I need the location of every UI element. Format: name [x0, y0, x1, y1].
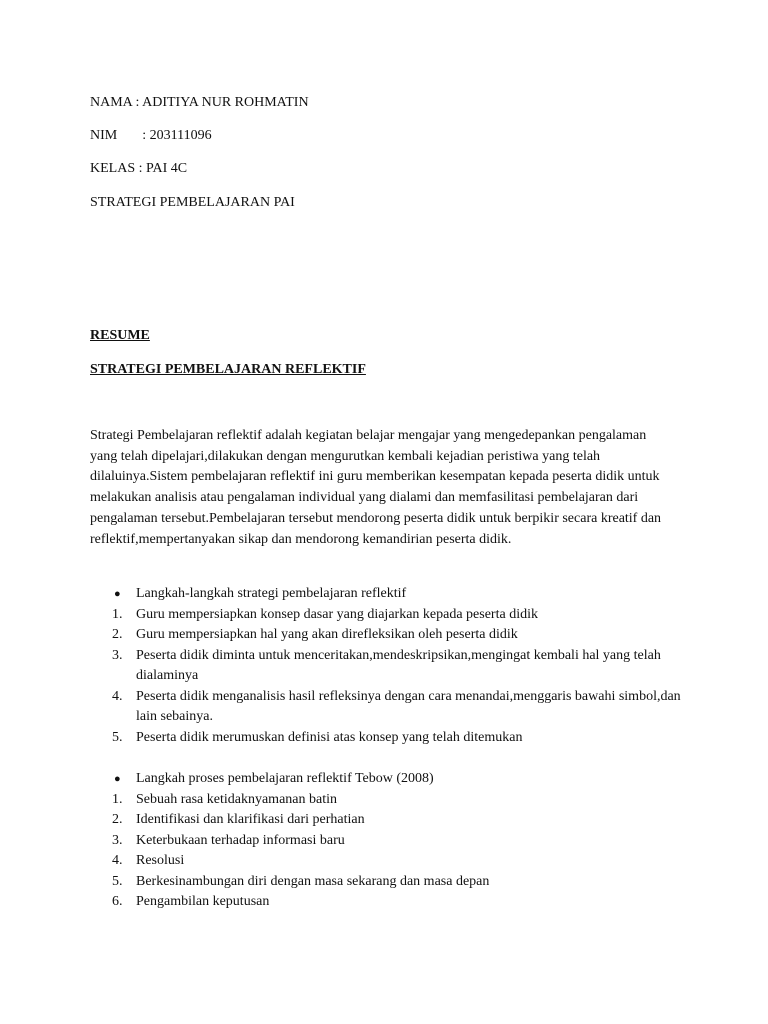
list-bullet-item — [90, 584, 690, 605]
body-paragraph: Strategi Pembelajaran reflektif adalah kegiatan belajar mengajar yang mengedepankan pengalaman yang telah dipelajari,dilakukan dengan mengurutkan kembali kejadian peristiwa yang telah dilaluinya.Sistem pembelajaran reflektif ini guru memberikan kesempatan kepada peserta didik untuk melakukan analisis atau pengalaman individual yang dialami dan memfasilitasi pembelajaran dari pengalaman tersebut.Pembelajaran tersebut mendorong peserta didik untuk berpikir secara kreatif dan reflektif,mempertanyakan sikap dan mendorong kemandirian peserta didik. — [90, 428, 662, 547]
list-item — [90, 810, 690, 831]
list-number: 2. — [112, 812, 123, 827]
list-item — [90, 625, 690, 646]
student-nim — [90, 126, 212, 146]
student-name: NAMA : ADITIYA NUR ROHMATIN — [90, 95, 309, 110]
resume-heading: RESUME — [90, 328, 150, 343]
list-item — [90, 646, 690, 687]
list-item-text: Peserta didik merumuskan definisi atas konsep yang telah ditemukan — [136, 729, 523, 745]
bullet-icon: ● — [114, 588, 121, 600]
student-class: KELAS : PAI 4C — [90, 161, 188, 176]
list-number: 2. — [112, 627, 123, 642]
list-item-text: Berkesinambungan diri dengan masa sekarang dan masa depan — [136, 873, 490, 889]
list-item-text: Guru mempersiapkan hal yang akan direfleksikan oleh peserta didik — [136, 627, 518, 642]
list-item-text: Guru mempersiapkan konsep dasar yang diajarkan kepada peserta didik — [136, 606, 538, 622]
process-list — [90, 769, 690, 913]
list-item-text: Pengambilan keputusan — [136, 894, 270, 909]
list-number: 1. — [112, 791, 123, 807]
list-bullet-text: Langkah-langkah strategi pembelajaran reflektif — [136, 586, 407, 601]
steps-list — [90, 584, 690, 748]
list-item — [90, 605, 690, 626]
course-title: STRATEGI PEMBELAJARAN PAI — [90, 195, 295, 210]
list-item-text: Peserta didik diminta untuk menceritakan,mendeskripsikan,mengingat kembali hal yang telah dialaminya — [136, 647, 661, 683]
list-bullet-text: Langkah proses pembelajaran reflektif Tebow (2008) — [136, 771, 434, 786]
list-item — [90, 851, 690, 872]
list-number: 6. — [112, 894, 123, 909]
list-item-text: Resolusi — [136, 853, 185, 868]
list-item — [90, 728, 690, 749]
list-number: 3. — [112, 832, 123, 848]
list-item-text: Identifikasi dan klarifikasi dari perhatian — [136, 812, 365, 827]
list-item-text: Sebuah rasa ketidaknyamanan batin — [136, 791, 337, 807]
list-number: 1. — [112, 606, 123, 622]
list-item — [90, 790, 690, 811]
list-item — [90, 831, 690, 852]
bullet-icon: ● — [114, 773, 121, 785]
list-number: 4. — [112, 688, 123, 704]
list-item — [90, 872, 690, 893]
list-number: 4. — [112, 853, 123, 868]
list-item — [90, 892, 690, 913]
document-title: STRATEGI PEMBELAJARAN REFLEKTIF — [90, 362, 366, 377]
list-bullet-item — [90, 769, 690, 790]
list-number: 5. — [112, 873, 123, 889]
list-number: 5. — [112, 729, 123, 745]
nim-value: : 203111096 — [142, 128, 212, 143]
list-item-text: Peserta didik menganalisis hasil refleksinya dengan cara menandai,menggaris bawahi simbol,dan lain sebainya. — [136, 688, 681, 724]
nim-label: NIM — [90, 128, 118, 143]
list-number: 3. — [112, 647, 123, 663]
list-item — [90, 687, 690, 728]
list-item-text: Keterbukaan terhadap informasi baru — [136, 832, 345, 848]
